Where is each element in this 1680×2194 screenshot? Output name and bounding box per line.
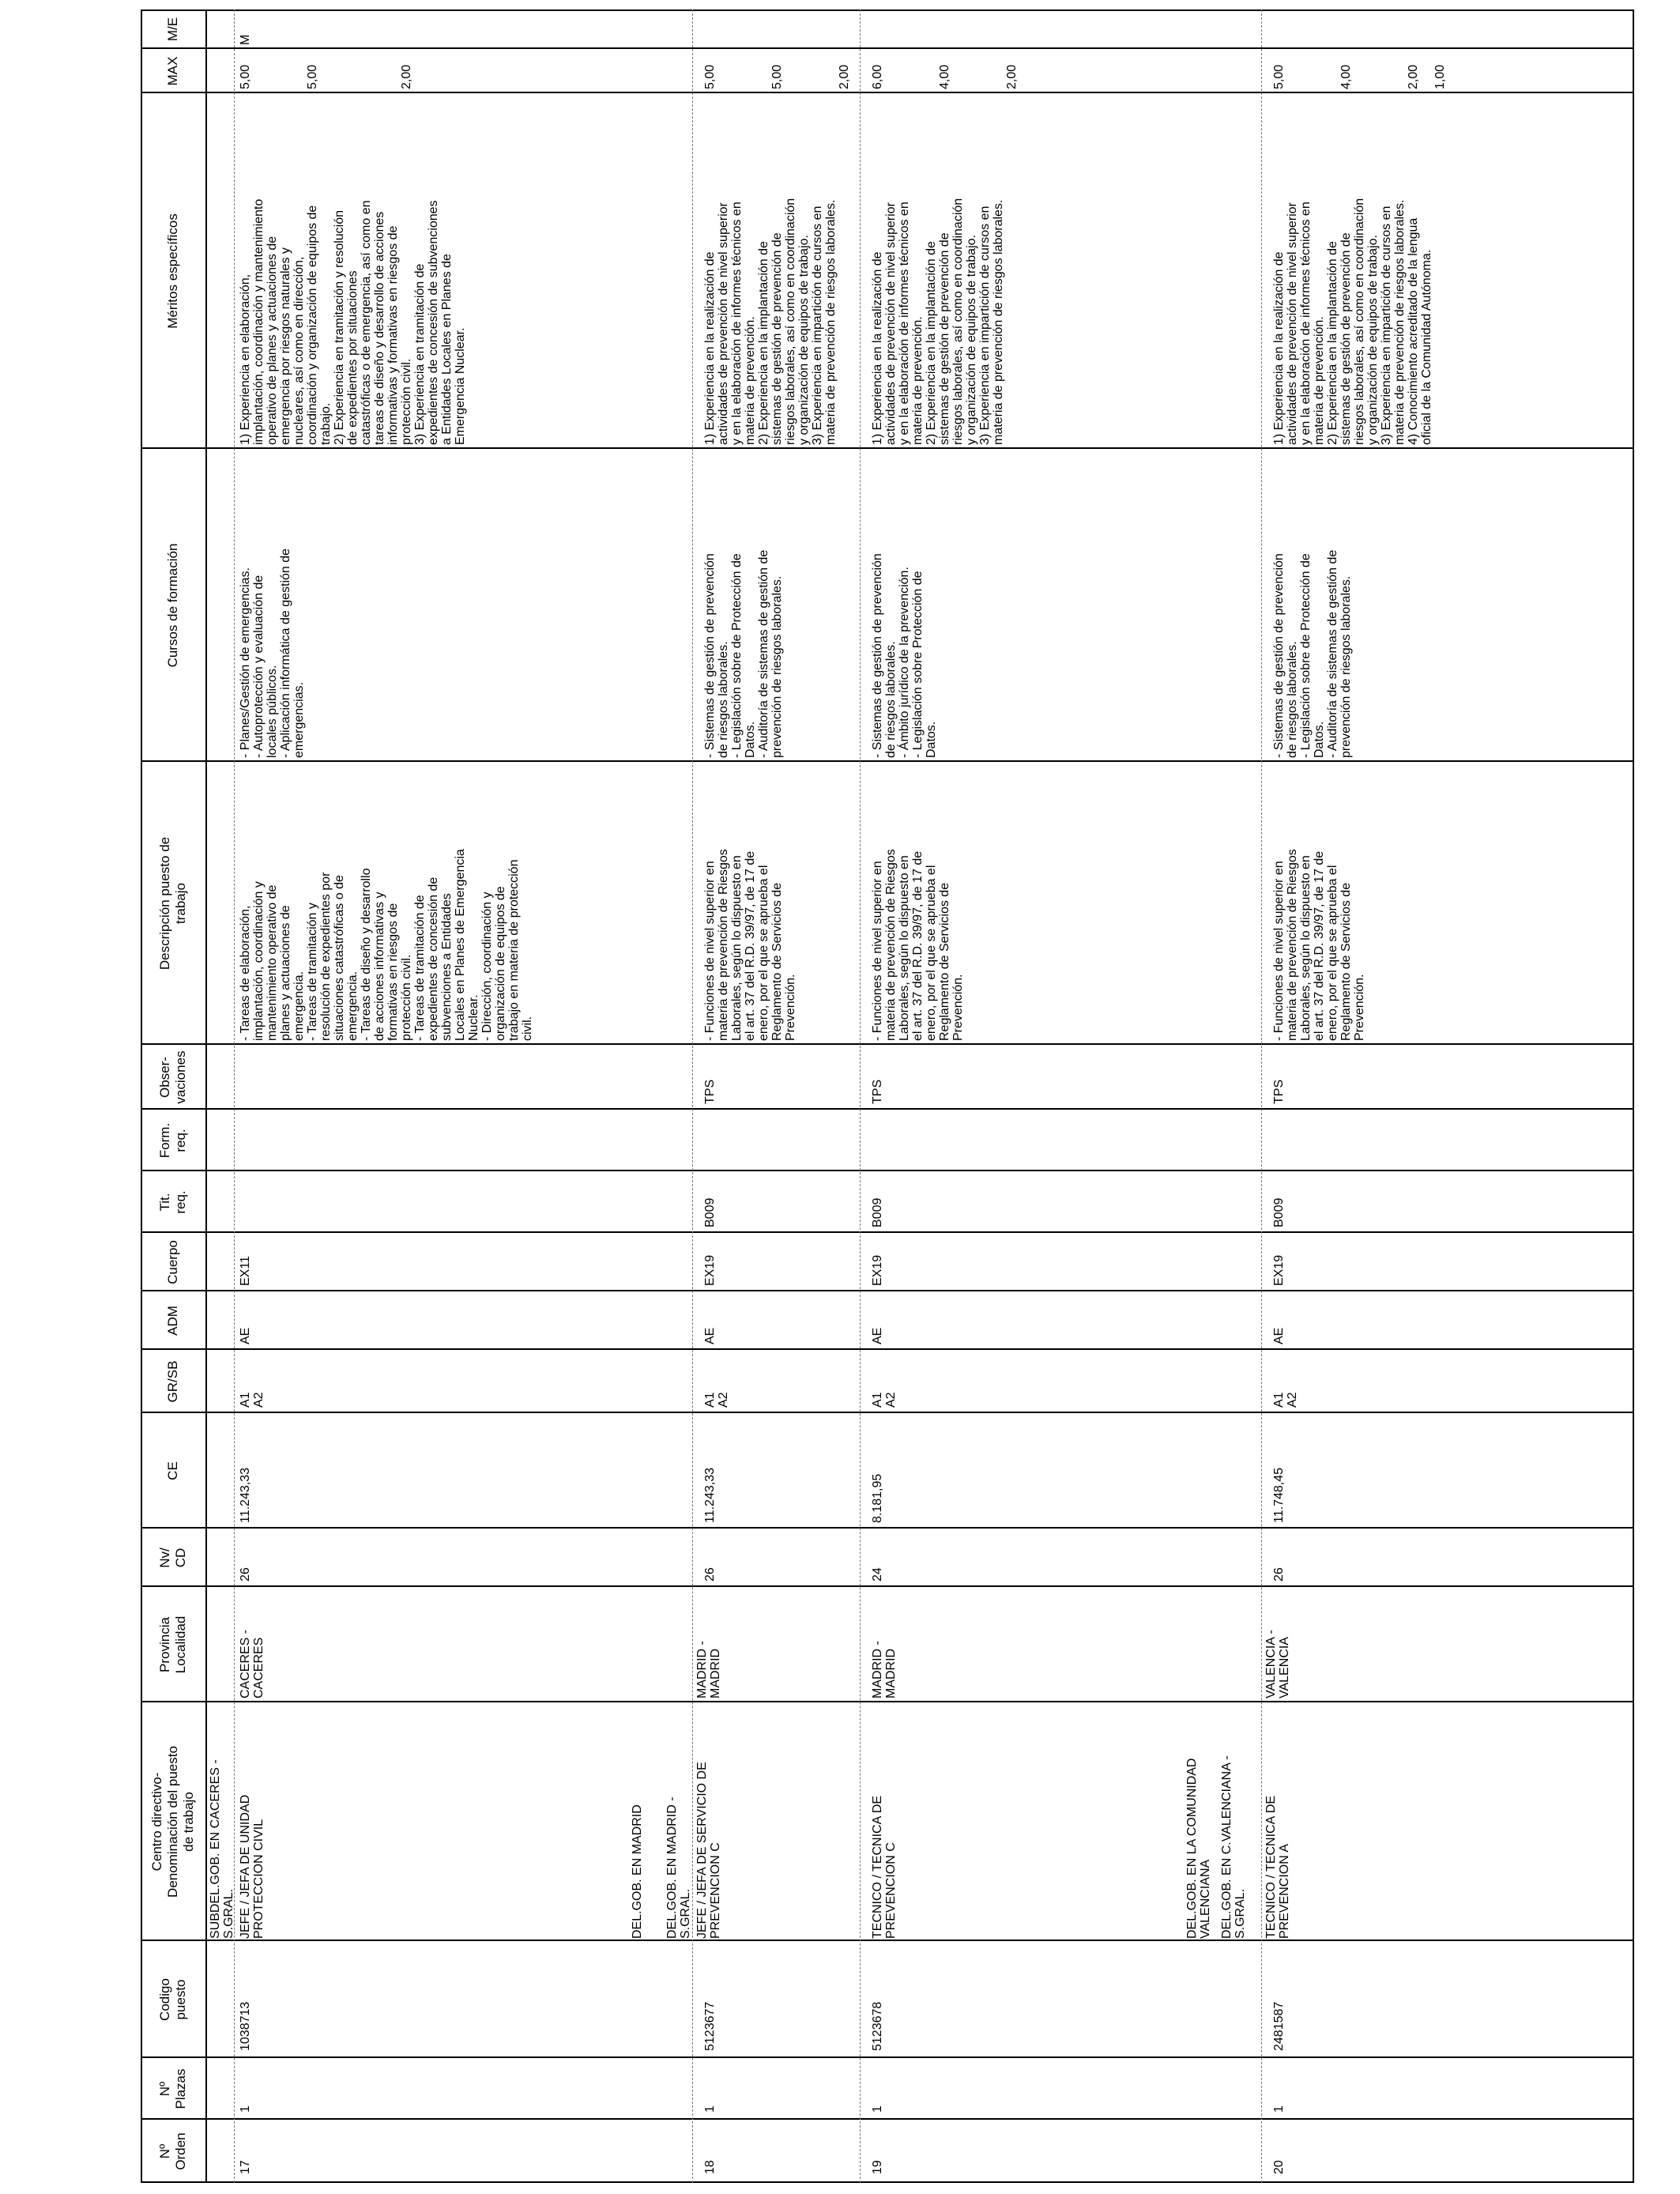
observaciones-cell: TPS <box>1272 1079 1286 1104</box>
grupo-cell: A1 A2 <box>239 1392 266 1408</box>
header-formacion: Form. req. <box>157 1122 188 1159</box>
codigo-cell: 5123677 <box>703 2001 717 2051</box>
ce-cell: 11.243,33 <box>239 1468 252 1523</box>
max-score: 4,00 <box>938 64 951 89</box>
plazas-cell: 1 <box>703 2105 717 2113</box>
ce-cell: 11.748,45 <box>1272 1468 1286 1523</box>
column-divider <box>141 1043 1634 1045</box>
orden-cell: 19 <box>871 2160 884 2174</box>
header-orden: Nº Orden <box>157 2132 188 2170</box>
column-divider <box>141 1170 1634 1171</box>
column-divider <box>141 2118 1634 2120</box>
provincia-cell: MADRID - MADRID <box>695 1641 722 1698</box>
vacancies-table <box>141 9 1634 2183</box>
row-divider <box>860 9 861 2183</box>
observaciones-cell: TPS <box>703 1079 717 1104</box>
codigo-cell: 2481587 <box>1272 2001 1286 2051</box>
cursos-cell: - Planes/Gestión de emergencias. - Autoprotección y evaluación de locales públicos. - Aplicación informática de gestión de emergencias. <box>239 548 306 758</box>
meritos-cell: 1) Experiencia en la realización de actividades de prevención de nivel superior y en la elaboración de informes técnicos en materia de prevención. 2) Experiencia en la implantación de sistemas de gestión de prevención de riesgos laborales, así como en coordinación y organización de equipos de trabajo. 3) Experiencia en impartición de cursos en materia de prevención de riesgos laborales. <box>703 198 838 445</box>
nivel-cell: 26 <box>703 1567 717 1581</box>
nivel-cell: 26 <box>239 1567 252 1581</box>
cuerpo-cell: EX19 <box>703 1254 717 1286</box>
column-divider <box>141 1231 1634 1233</box>
column-divider <box>141 9 1634 11</box>
max-score: 5,00 <box>239 64 252 89</box>
group-heading: DEL.GOB. EN MADRID - S.GRAL. <box>665 1796 692 1939</box>
column-divider <box>141 2181 1634 2183</box>
header-ce: CE <box>165 1461 180 1480</box>
meritos-cell: 1) Experiencia en la realización de actividades de prevención de nivel superior y en la elaboración de informes técnicos en materia de prevención. 2) Experiencia en la implantación de sistemas de gestión de prevención de riesgos laborales, así como en coordinación y organización de equipos de trabajo. 3) Experiencia en impartición de cursos en materia de prevención de riesgos laborales. <box>871 198 1005 445</box>
row-divider <box>692 9 693 2183</box>
provincia-cell: VALENCIA - VALENCIA <box>1264 1630 1291 1698</box>
header-bottom-border <box>205 9 207 2183</box>
table-top-border <box>141 9 142 2183</box>
header-cursos: Cursos de formación <box>165 543 180 668</box>
denominacion-cell: JEFE / JEFA DE SERVICIO DE PREVENCION C <box>695 1762 722 1939</box>
header-titulacion: Tit. req. <box>157 1190 188 1214</box>
denominacion-cell: TECNICO / TECNICA DE PREVENCION C <box>871 1795 898 1939</box>
grupo-cell: A1 A2 <box>703 1392 730 1408</box>
max-score: 2,00 <box>1005 64 1019 89</box>
orden-cell: 18 <box>703 2160 717 2174</box>
adm-cell: AE <box>1272 1327 1286 1344</box>
header-meritos: Méritos específicos <box>165 213 180 329</box>
plazas-cell: 1 <box>239 2105 252 2113</box>
denominacion-cell: JEFE / JEFA DE UNIDAD PROTECCION CIVIL <box>239 1794 266 1939</box>
row-divider <box>1261 9 1262 2183</box>
meritos-cell: 1) Experiencia en la realización de actividades de prevención de nivel superior y en la elaboración de informes técnicos en materia de prevención. 2) Experiencia en la implantación de sistemas de gestión de prevención de riesgos laborales, así como en coordinación y organización de equipos de trabajo. 3) Experiencia en impartición de cursos en materia de prevención de riesgos laborales. 4) Conocimiento acreditado de la lengua oficial de la Comunidad Autónoma. <box>1272 198 1433 445</box>
header-centro: Centro directivo- Denominación del puesto de trabajo <box>149 1746 196 1898</box>
descripcion-cell: - Funciones de nivel superior en materia de prevención de Riesgos Laborales, según lo dispuesto en el art. 37 del R.D. 39/97, de 17 de enero, por el que se aprueba el Reglamento de Servicios de Prevención. <box>1272 849 1366 1041</box>
adm-cell: AE <box>703 1327 717 1344</box>
header-codigo: Codigo puesto <box>157 1978 188 2021</box>
provincia-cell: MADRID - MADRID <box>871 1641 898 1698</box>
me-cell: M <box>239 34 252 45</box>
descripcion-cell: - Funciones de nivel superior en materia de prevención de Riesgos Laborales, según lo dispuesto en el art. 37 del R.D. 39/97, de 17 de enero, por el que se aprueba el Reglamento de Servicios de Prevención. <box>703 849 797 1041</box>
titulacion-cell: B009 <box>1272 1197 1286 1227</box>
column-divider <box>141 1527 1634 1529</box>
max-score: 4,00 <box>1339 64 1353 89</box>
observaciones-cell: TPS <box>871 1079 884 1104</box>
header-me: M/E <box>165 17 180 42</box>
ce-cell: 8.181,95 <box>871 1473 884 1523</box>
grupo-cell: A1 A2 <box>871 1392 898 1408</box>
max-score: 5,00 <box>703 64 717 89</box>
grupo-cell: A1 A2 <box>1272 1392 1299 1408</box>
max-score: 6,00 <box>871 64 884 89</box>
plazas-cell: 1 <box>1272 2105 1286 2113</box>
adm-cell: AE <box>239 1327 252 1344</box>
codigo-cell: 5123678 <box>871 2001 884 2051</box>
cursos-cell: - Sistemas de gestión de prevención de riesgos laborales. - Ámbito jurídico de la prevención. - Legislación sobre Protección de Datos. <box>871 553 938 758</box>
max-score: 2,00 <box>400 64 413 89</box>
titulacion-cell: B009 <box>703 1197 717 1227</box>
provincia-cell: CACERES - CACERES <box>239 1629 266 1698</box>
codigo-cell: 1038713 <box>239 2001 252 2051</box>
group-heading: DEL.GOB. EN C.VALENCIANA - S.GRAL. <box>1220 1755 1247 1939</box>
max-score: 2,00 <box>838 64 851 89</box>
adm-cell: AE <box>871 1327 884 1344</box>
plazas-cell: 1 <box>871 2105 884 2113</box>
descripcion-cell: - Funciones de nivel superior en materia de prevención de Riesgos Laborales, según lo dispuesto en el art. 37 del R.D. 39/97, de 17 de enero, por el que se aprueba el Reglamento de Servicios de Prevención. <box>871 849 965 1041</box>
ce-cell: 11.243,33 <box>703 1468 717 1523</box>
max-score: 2,00 <box>1407 64 1420 89</box>
max-score: 1,00 <box>1433 64 1447 89</box>
header-observaciones: Obser- vaciones <box>157 1050 188 1104</box>
max-score: 5,00 <box>306 64 319 89</box>
cuerpo-cell: EX19 <box>871 1254 884 1286</box>
cursos-cell: - Sistemas de gestión de prevención de riesgos laborales. - Legislación sobre de Protección de Datos. - Auditoría de sistemas de gestión de prevención de riesgos laborales. <box>1272 549 1353 758</box>
header-plazas: Nº Plazas <box>157 2068 188 2109</box>
cuerpo-cell: EX11 <box>239 1256 252 1286</box>
nivel-cell: 24 <box>871 1567 884 1581</box>
column-divider <box>141 2056 1634 2058</box>
max-score: 5,00 <box>770 64 784 89</box>
header-descripcion: Descripción puesto de trabajo <box>157 836 188 971</box>
header-grupo: GR/SB <box>165 1360 180 1403</box>
column-divider <box>141 1290 1634 1291</box>
header-adm: ADM <box>165 1306 180 1336</box>
group-heading: DEL.GOB. EN MADRID <box>631 1804 644 1939</box>
max-score: 5,00 <box>1272 64 1286 89</box>
cursos-cell: - Sistemas de gestión de prevención de riesgos laborales. - Legislación sobre de Protección de Datos. - Auditoría de sistemas de gestión de prevención de riesgos laborales. <box>703 549 784 758</box>
nivel-cell: 26 <box>1272 1567 1286 1581</box>
header-max: MAX <box>165 56 180 86</box>
orden-cell: 20 <box>1272 2160 1286 2174</box>
column-divider <box>141 1348 1634 1350</box>
column-divider <box>141 1108 1634 1110</box>
column-divider <box>141 1412 1634 1413</box>
header-provincia: Provincia Localidad <box>157 1615 188 1674</box>
group-heading: DEL.GOB. EN LA COMUNIDAD VALENCIANA <box>1185 1758 1212 1939</box>
denominacion-cell: TECNICO / TECNICA DE PREVENCION A <box>1264 1795 1291 1939</box>
header-nivel: Nv/ CD <box>157 1547 188 1568</box>
table-bottom-border <box>1633 9 1634 2183</box>
titulacion-cell: B009 <box>871 1197 884 1227</box>
cuerpo-cell: EX19 <box>1272 1254 1286 1286</box>
descripcion-cell: - Tareas de elaboración, implantación, coordinación y mantenimiento operativo de planes y actuaciones de emergencia. - Tareas de tramitación y resolución de expedientes por situaciones catastróficas o de emergencia. - Tareas de diseño y desarrollo de acciones informativas y formativas en riesgos de protección civil. - Tareas de tramitación de expedientes de concesión de subvenciones a Entidades Locales en Planes de Emergencia Nuclear. - Dirección, coordinación y organización de equipos de trabajo en materia de protección civil. <box>239 849 534 1041</box>
orden-cell: 17 <box>239 2160 252 2174</box>
group-heading: SUBDEL.GOB. EN CACERES - S.GRAL. <box>209 1759 235 1939</box>
meritos-cell: 1) Experiencia en elaboración, implantación, coordinación y mantenimiento operativo de planes y actuaciones de emergencia por riesgos naturales y nucleares, así como en dirección, coordinación y organización de equipos de trabajo. 2) Experiencia en tramitación y resolución de expedientes por situaciones catastróficas o de emergencia, así como en tareas de diseño y desarrollo de acciones informativas y formativas en riesgos de protección civil. 3) Experiencia en tramitación de expedientes de concesión de subvenciones a Entidades Locales en Planes de Emergencia Nuclear. <box>239 198 467 445</box>
header-cuerpo: Cuerpo <box>165 1240 180 1284</box>
